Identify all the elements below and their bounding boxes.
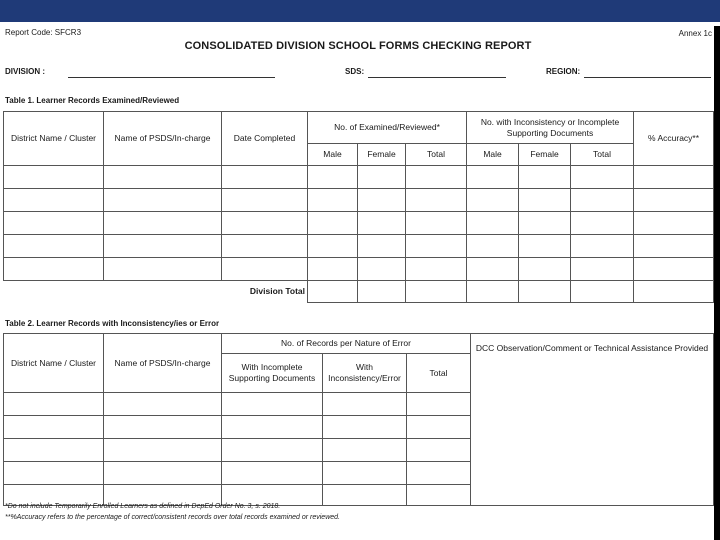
table-row xyxy=(4,166,714,189)
table-row xyxy=(4,212,714,235)
annex-label: Annex 1c xyxy=(678,29,712,38)
division-total-label: Division Total xyxy=(222,281,308,303)
page-title: CONSOLIDATED DIVISION SCHOOL FORMS CHECKING REPORT xyxy=(184,40,532,52)
table-row xyxy=(4,258,714,281)
t2-header-total: Total xyxy=(407,354,471,393)
division-field[interactable] xyxy=(68,77,275,78)
region-field[interactable] xyxy=(584,77,711,78)
footnote-1: *Do not include Temporarily Enrolled Learners as defined in DepEd Order No. 3, s. 2018. xyxy=(5,503,281,510)
t1-header-accuracy: % Accuracy** xyxy=(634,112,714,166)
t1-sub-total: Total xyxy=(406,144,467,166)
t1-sub-male: Male xyxy=(308,144,358,166)
table2-inconsistency-records xyxy=(3,333,714,506)
sds-label: SDS: xyxy=(345,67,365,76)
t2-header-observation[interactable]: DCC Observation/Comment or Technical Assistance Provided xyxy=(471,334,714,506)
t1-header-psds: Name of PSDS/In-charge xyxy=(104,112,222,166)
t1-sub-total: Total xyxy=(571,144,634,166)
right-edge-bar xyxy=(714,26,720,540)
table1-learner-records xyxy=(3,111,714,303)
t1-header-district: District Name / Cluster xyxy=(4,112,104,166)
t2-header-nature: No. of Records per Nature of Error xyxy=(222,334,471,354)
table-row xyxy=(4,189,714,212)
t1-sub-male: Male xyxy=(467,144,519,166)
report-code: Report Code: SFCR3 xyxy=(5,28,82,37)
t1-sub-female: Female xyxy=(358,144,406,166)
t2-header-district: District Name / Cluster xyxy=(4,334,104,393)
t1-header-examined: No. of Examined/Reviewed* xyxy=(308,112,467,144)
table-row xyxy=(4,235,714,258)
t1-header-date: Date Completed xyxy=(222,112,308,166)
t1-header-inconsistency: No. with Inconsistency or Incomplete Supporting Documents xyxy=(467,112,634,144)
region-label: REGION: xyxy=(546,67,581,76)
t2-header-psds: Name of PSDS/In-charge xyxy=(104,334,222,393)
t2-header-inconsistency: With Inconsistency/Error xyxy=(323,354,407,393)
t2-header-incomplete: With Incomplete Supporting Documents xyxy=(222,354,323,393)
division-label: DIVISION : xyxy=(5,67,46,76)
t1-sub-female: Female xyxy=(519,144,571,166)
division-total-row xyxy=(4,281,714,303)
top-banner xyxy=(0,0,720,22)
table2-caption: Table 2. Learner Records with Inconsistency/ies or Error xyxy=(5,319,220,328)
footnote-2: **%Accuracy refers to the percentage of correct/consistent records over total records examined or reviewed. xyxy=(5,514,340,521)
sds-field[interactable] xyxy=(368,77,506,78)
table1-caption: Table 1. Learner Records Examined/Reviewed xyxy=(5,96,180,105)
